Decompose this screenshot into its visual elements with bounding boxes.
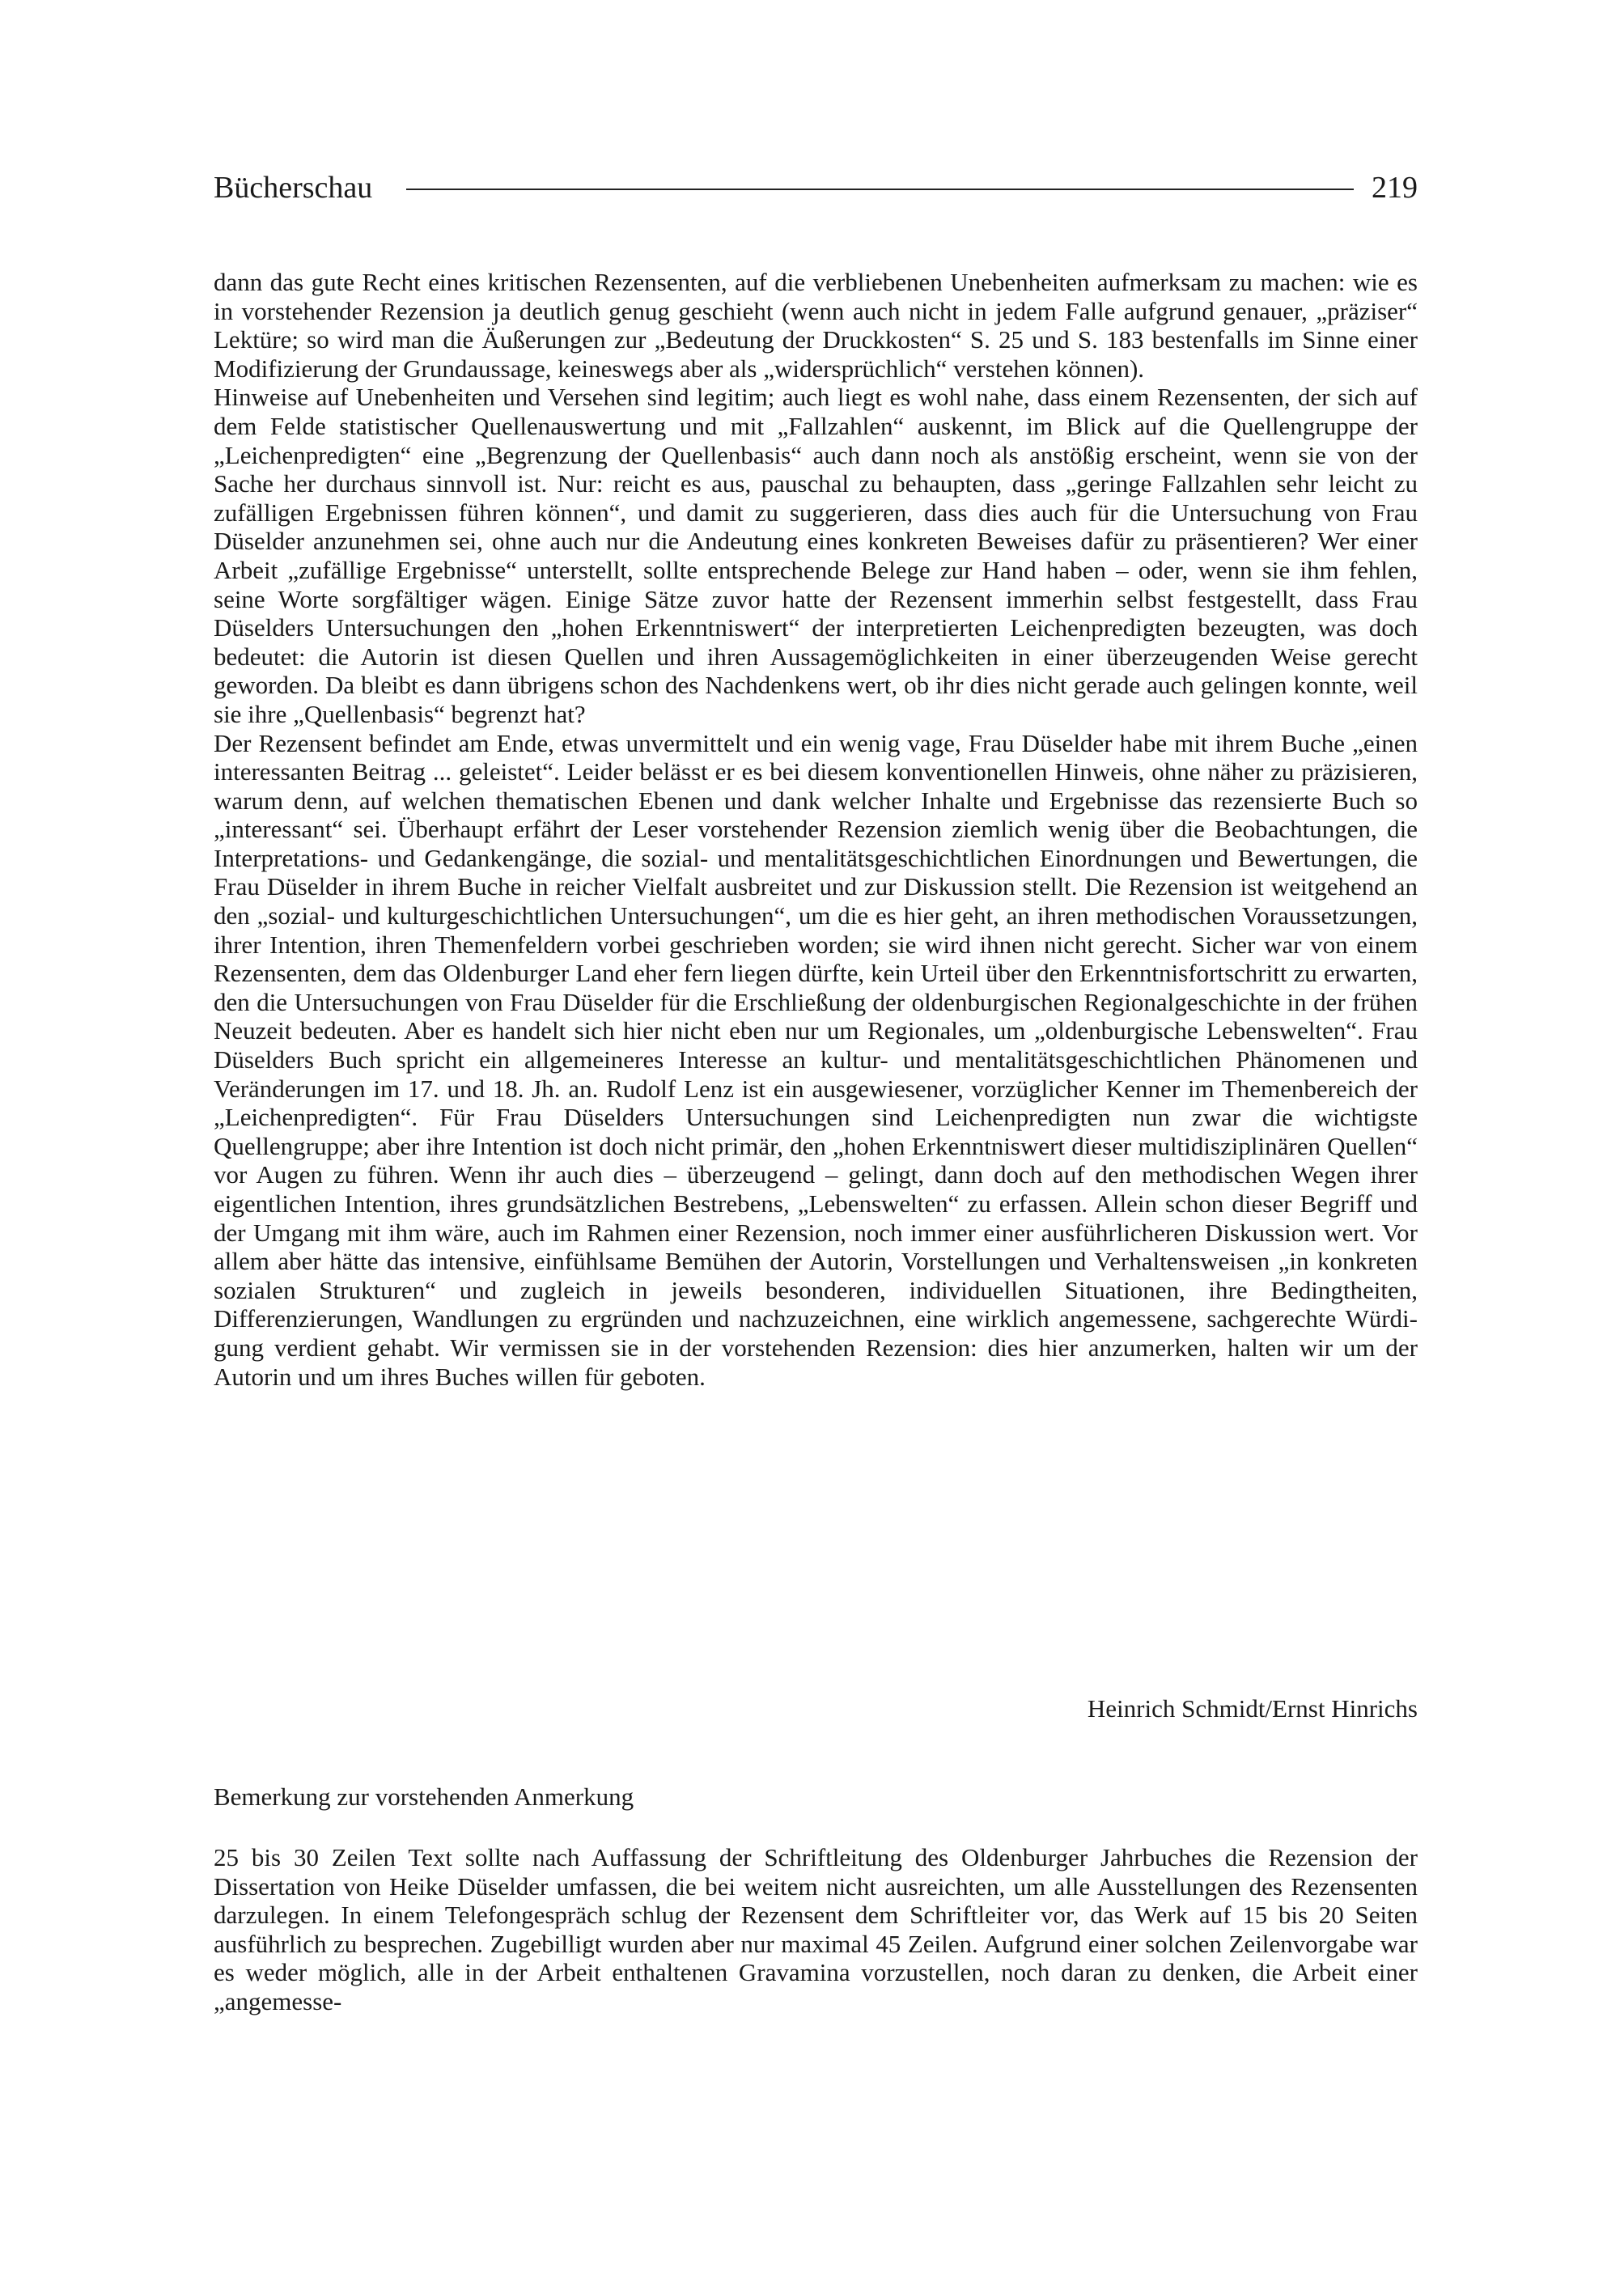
remark-text xyxy=(214,1843,1418,2016)
body-paragraph: 25 bis 30 Zeilen Text sollte nach Auffassung der Schriftleitung des Oldenburger Jahrbuches die Rezension der Dissertation von Heike Düselder umfassen, die bei weitem nicht ausreichten, um alle Ausstellungen des Rezensenten darzulegen. In einem Telefongespräch schlug der Rezensent dem Schriftleiter vor, das Werk auf 15 bis 20 Seiten ausführlich zu besprechen. Zugebilligt wurden aber nur maximal 45 Zeilen. Aufgrund einer solchen Zeilenvorgabe war es weder möglich, alle in der Arbeit enthaltenen Gravamina vorzustellen, noch daran zu denken, die Arbeit einer „angemesse- xyxy=(214,1843,1418,2015)
body-paragraph: dann das gute Recht eines kritischen Rezensenten, auf die verbliebenen Unebenheiten aufmerksam zu machen: wie es in vorstehender Rezension ja deutlich genug geschieht (wenn auch nicht in jedem Falle aufgrund genauer, „präziser“ Lektüre; so wird man die Äußerungen zur „Bedeutung der Druckkosten“ S. 25 und S. 183 bestenfalls im Sinne einer Modifizierung der Grundaussage, keineswegs aber als „widersprüchlich“ verstehen können). xyxy=(214,268,1418,383)
body-paragraph: Hinweise auf Unebenheiten und Versehen sind legitim; auch liegt es wohl nahe, dass einem Rezensenten, der sich auf dem Felde statistischer Quellenauswertung und mit „Fallzahlen“ auskennt, im Blick auf die Quellengruppe der „Leichenpredigten“ eine „Begrenzung der Quellenbasis“ auch dann noch als anstößig erscheint, wenn sie von der Sache her durchaus sinnvoll ist. Nur: reicht es aus, pauschal zu behaupten, dass „geringe Fallzahlen sehr leicht zu zufälligen Ergebnissen führen können“, und damit zu suggerieren, dass dies auch für die Untersuchung von Frau Düselder anzunehmen sei, ohne auch nur die Andeutung eines konkreten Beweises dafür zu präsentieren? Wer einer Arbeit „zufällige Ergebnisse“ unterstellt, sollte entsprechende Belege zur Hand haben – oder, wenn sie ihm fehlen, seine Worte sorgfältiger wägen. Einige Sätze zuvor hatte der Rezensent immerhin selbst festgestellt, dass Frau Düselders Untersuchungen den „hohen Erkenntniswert“ der interpretierten Leichenpredigten bezeugten, was doch bedeutet: die Autorin ist diesen Quellen und ihren Aussagemöglichkeiten in einer überzeugenden Weise gerecht geworden. Da bleibt es dann übrigens schon des Nachdenkens wert, ob ihr dies nicht gerade auch gelingen konnte, weil sie ihre „Quellenbasis“ begrenzt hat? xyxy=(214,383,1418,728)
body-paragraph: Der Rezensent befindet am Ende, etwas unvermittelt und ein wenig vage, Frau Düselder habe mit ihrem Buche „einen interessanten Beitrag ... geleistet“. Leider belässt er es bei diesem konventionellen Hinweis, ohne näher zu präzisieren, warum denn, auf welchen thematischen Ebenen und dank welcher Inhalte und Ergebnisse das rezensierte Buch so „interessant“ sei. Überhaupt erfährt der Leser vorstehender Rezension ziemlich wenig über die Beobachtungen, die Interpretations- und Gedankengänge, die sozial- und mentalitätsgeschichtlichen Einordnungen und Bewertungen, die Frau Düselder in ihrem Buche in reicher Vielfalt ausbreitet und zur Diskussion stellt. Die Rezension ist weitgehend an den „sozial- und kulturgeschichtlichen Untersuchungen“, um die es hier geht, an ihren methodischen Voraussetzungen, ihrer Intention, ihren Themenfeldern vorbei geschrieben worden; sie wird ihnen nicht gerecht. Sicher war von einem Rezensenten, dem das Oldenburger Land eher fern liegen dürfte, kein Urteil über den Erkenntnisfortschritt zu erwarten, den die Untersuchungen von Frau Düselder für die Erschließung der oldenburgischen Regionalgeschichte in der frühen Neuzeit bedeuten. Aber es handelt sich hier nicht eben nur um Regionales, um „oldenburgische Lebenswelten“. Frau Düselders Buch spricht ein allgemeineres Interesse an kultur- und mentalitätsgeschichtlichen Phänomenen und Veränderungen im 17. und 18. Jh. an. Rudolf Lenz ist ein ausgewiesener, vorzüglicher Kenner im Themenbereich der „Leichenpredigten“. Für Frau Düselders Untersuchungen sind Leichenpredigten nun zwar die wichtigste Quellengruppe; aber ihre Intention ist doch nicht primär, den „hohen Erkenntniswert dieser multidisziplinären Quellen“ vor Augen zu führen. Wenn ihr auch dies – überzeugend – gelingt, dann doch auf den methodischen Wegen ihrer eigentlichen Intention, ihres grundsätzlichen Bestrebens, „Lebenswelten“ zu erfassen. Allein schon dieser Begriff und der Umgang mit ihm wäre, auch im Rahmen einer Rezension, noch immer einer ausführlicheren Diskussion wert. Vor allem aber hätte das intensive, einfühlsame Bemühen der Autorin, Vorstellungen und Verhaltensweisen „in konkreten sozialen Strukturen“ und zugleich in jeweils besonderen, individuellen Situationen, ihre Bedingtheiten, Differenzierungen, Wandlungen zu ergründen und nachzuzeichnen, eine wirklich angemessene, sachgerechte Würdigung verdient gehabt. Wir vermissen sie in der vorstehenden Rezension: dies hier anzumerken, halten wir um der Autorin und um ihres Buches willen für geboten. xyxy=(214,728,1418,1391)
review-reply-text xyxy=(214,268,1418,1391)
page-number: 219 xyxy=(1372,171,1418,205)
running-head-title: Bücherschau xyxy=(214,171,373,205)
running-head-rule xyxy=(406,189,1354,190)
running-head xyxy=(214,165,1418,210)
remark-heading: Bemerkung zur vorstehenden Anmerkung xyxy=(214,1782,634,1811)
author-signature: Heinrich Schmidt/Ernst Hinrichs xyxy=(1087,1694,1418,1723)
